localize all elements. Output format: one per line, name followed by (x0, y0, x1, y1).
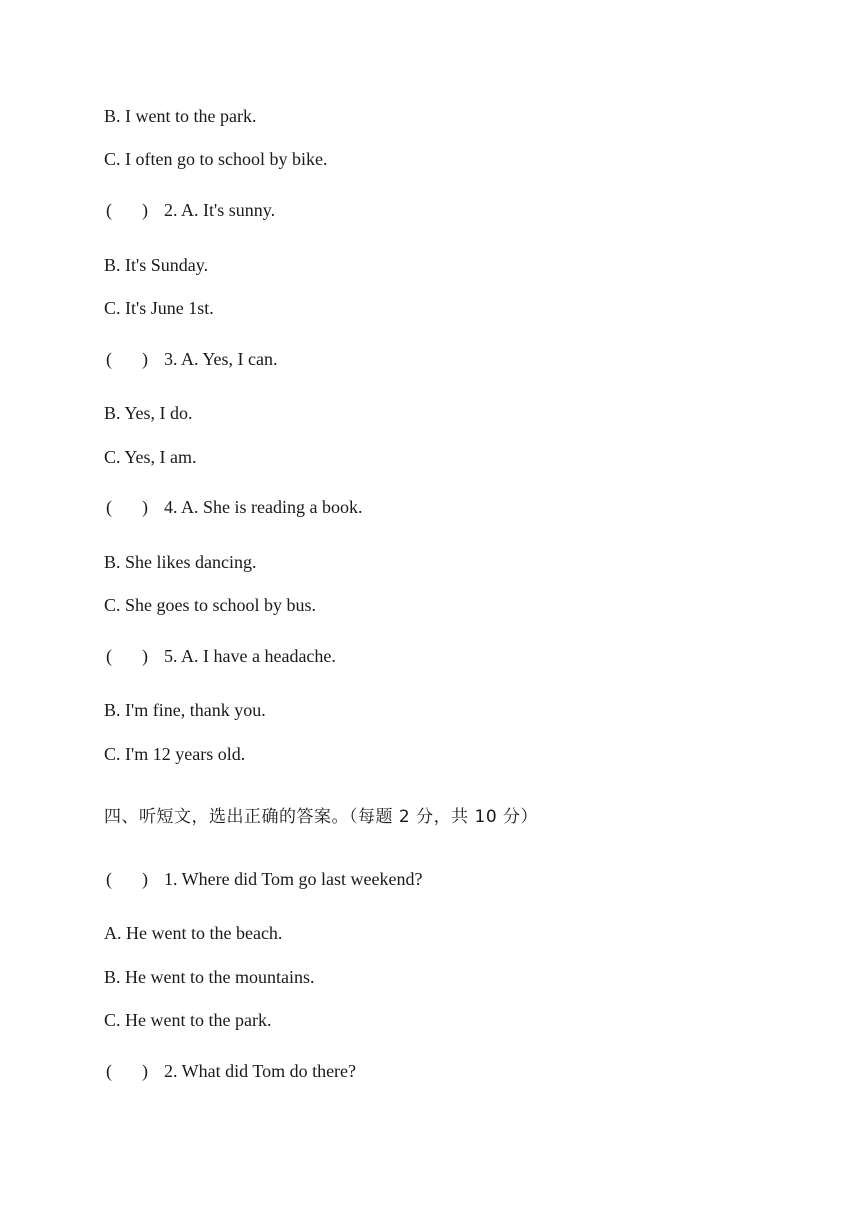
question-2 (106, 199, 275, 221)
option-b: B. She likes dancing. (104, 552, 257, 572)
answer-bracket: ( ) (106, 646, 148, 666)
answer-bracket: ( ) (106, 349, 148, 369)
option-c: C. She goes to school by bus. (104, 595, 317, 615)
option-c: C. I often go to school by bike. (104, 149, 328, 169)
option-b: B. I'm fine, thank you. (104, 700, 266, 720)
option-b: B. I went to the park. (104, 106, 257, 126)
option-b: B. He went to the mountains. (104, 967, 315, 987)
question-2 (106, 1060, 356, 1082)
answer-bracket: ( ) (106, 869, 148, 889)
question-4 (106, 496, 362, 518)
answer-bracket: ( ) (106, 497, 148, 517)
question-stem: 4. A. She is reading a book. (164, 497, 363, 517)
option-a: A. He went to the beach. (104, 923, 283, 943)
option-b: B. Yes, I do. (104, 403, 193, 423)
question-5 (106, 645, 336, 667)
option-b: B. It's Sunday. (104, 255, 209, 275)
question-stem: 2. A. It's sunny. (164, 200, 276, 220)
question-3 (106, 348, 278, 370)
answer-bracket: ( ) (106, 1061, 148, 1081)
question-stem: 2. What did Tom do there? (164, 1061, 357, 1081)
option-c: C. I'm 12 years old. (104, 744, 246, 764)
answer-bracket: ( ) (106, 200, 148, 220)
question-1 (106, 868, 423, 890)
option-c: C. Yes, I am. (104, 447, 197, 467)
question-stem: 1. Where did Tom go last weekend? (164, 869, 423, 889)
option-c: C. He went to the park. (104, 1010, 272, 1030)
option-c: C. It's June 1st. (104, 298, 214, 318)
question-stem: 5. A. I have a headache. (164, 646, 336, 666)
section-heading: 四、听短文，选出正确的答案。（每题 2 分，共 10 分） (104, 807, 539, 827)
question-stem: 3. A. Yes, I can. (164, 349, 278, 369)
